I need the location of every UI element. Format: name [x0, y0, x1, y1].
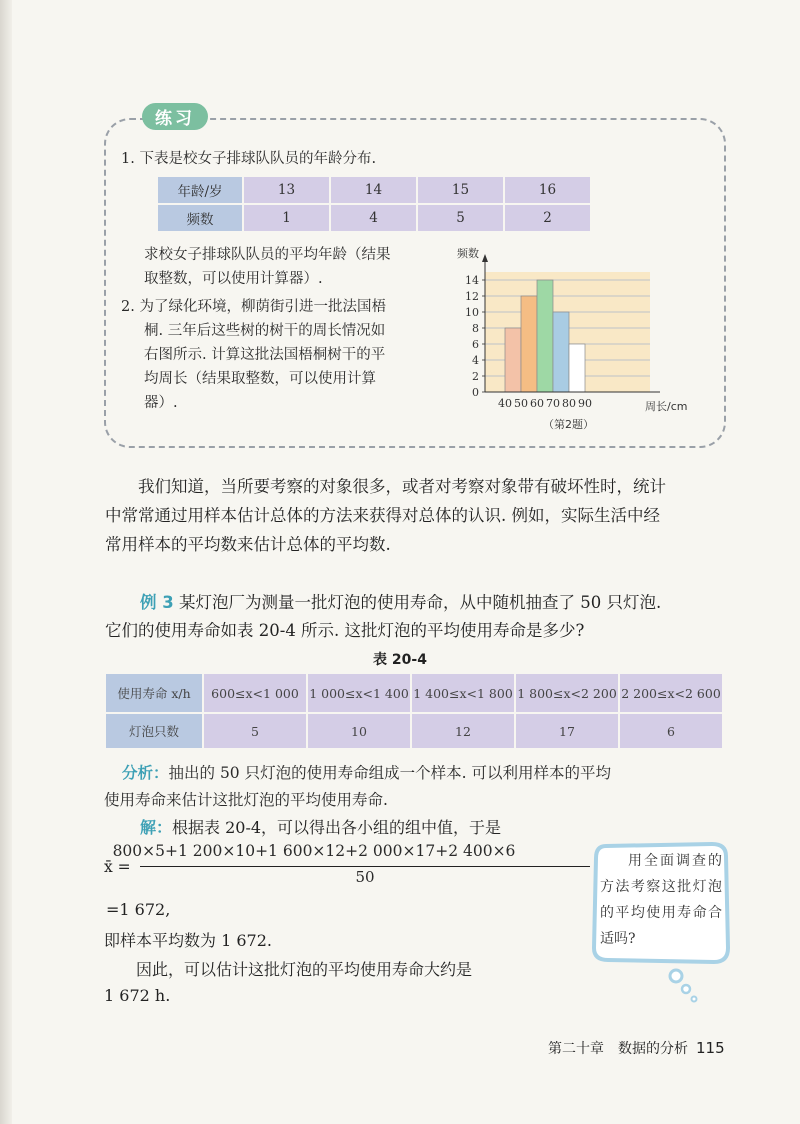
thought-bubble-text: 用全面调查的方法考察这批灯泡的平均使用寿命合适吗? [600, 853, 722, 947]
chart-ylabel: 频数 [457, 247, 479, 260]
chart-caption: （第2题） [543, 418, 594, 431]
table-cell: 14 [331, 177, 416, 203]
chart-x-tick-label: 70 [546, 397, 560, 410]
page-number: 115 [696, 1039, 725, 1057]
table-cell: 2 [505, 205, 590, 231]
chart-x-tick-label: 50 [514, 397, 528, 410]
page-footer [548, 1038, 725, 1058]
table-cell: 6 [620, 714, 722, 748]
table-cell: 1 400≤x<1 800 [412, 674, 514, 712]
question-1-task-line: 取整数，可以使用计算器）. [144, 271, 323, 287]
question-1-text: 1. 下表是校女子排球队队员的年龄分布. [121, 151, 377, 167]
table-cell: 12 [412, 714, 514, 748]
table-cell: 15 [418, 177, 503, 203]
chart-y-tick-label: 0 [472, 386, 479, 399]
question-2-line: 右图所示. 计算这批法国梧桐树干的平 [144, 347, 386, 363]
table-title: 表 20-4 [373, 652, 427, 668]
solution-line [140, 815, 501, 838]
example-label: 例 3 [140, 593, 174, 612]
table-row [106, 674, 722, 712]
chart-bar [553, 312, 569, 392]
table-cell: 10 [308, 714, 410, 748]
table-row [158, 177, 590, 203]
chart-x-tick-label: 40 [498, 397, 512, 410]
page-binding-shadow [0, 0, 12, 1124]
example-text: 某灯泡厂为测量一批灯泡的使用寿命，从中随机抽查了 50 只灯泡. [178, 593, 662, 612]
chart-x-tick-label: 90 [578, 397, 592, 410]
body-paragraph-line: 我们知道，当所要考察的对象很多，或者对考察对象带有破坏性时，统计 [138, 477, 666, 496]
table-row [158, 205, 590, 231]
fraction-bar [140, 866, 590, 867]
chart-y-tick-label: 12 [465, 290, 479, 303]
table-header-count: 灯泡只数 [106, 714, 202, 748]
question-2-line: 器）. [144, 395, 178, 411]
chart-y-tick-label: 4 [472, 354, 479, 367]
fraction-numerator: 800×5+1 200×10+1 600×12+2 000×17+2 400×6 [112, 842, 516, 860]
chart-y-tick-label: 10 [465, 306, 479, 319]
practice-tag: 练习 [142, 103, 208, 130]
analysis-block [104, 760, 734, 814]
analysis-label: 分析： [122, 764, 169, 782]
chapter-title: 第二十章 数据的分析 [548, 1041, 688, 1057]
analysis-text: 抽出的 50 只灯泡的使用寿命组成一个样本. 可以利用样本的平均 [168, 764, 611, 782]
table-cell: 17 [516, 714, 618, 748]
chart-xlabel: 周长/cm [645, 400, 688, 413]
table-header-lifetime: 使用寿命 x/h [106, 674, 202, 712]
age-table [156, 175, 592, 233]
table-cell: 5 [418, 205, 503, 231]
chart-y-tick-label: 14 [465, 274, 479, 287]
xbar-symbol: x̄ = [104, 858, 131, 876]
result-line: =1 672, [106, 900, 171, 919]
table-cell: 600≤x<1 000 [204, 674, 306, 712]
question-1-task-line: 求校女子排球队队员的平均年龄（结果 [144, 247, 391, 263]
table-cell: 2 200≤x<2 600 [620, 674, 722, 712]
table-cell: 16 [505, 177, 590, 203]
solution-text: 根据表 20-4，可以得出各小组的组中值，于是 [172, 818, 502, 837]
fraction-denominator: 50 [355, 868, 375, 886]
conclusion-line: 1 672 h. [104, 986, 171, 1005]
body-paragraph-line: 常用样本的平均数来估计总体的平均数. [105, 535, 391, 554]
chart-bar [537, 280, 553, 392]
table-header-frequency: 频数 [158, 205, 242, 231]
mean-line: 即样本平均数为 1 672. [104, 931, 272, 950]
chart-bar [521, 296, 537, 392]
body-paragraph-line: 中常常通过用样本估计总体的方法来获得对总体的认识. 例如，实际生活中经 [105, 506, 660, 525]
table-cell: 13 [244, 177, 329, 203]
table-cell: 5 [204, 714, 306, 748]
question-2-line: 2. 为了绿化环境，柳荫街引进一批法国梧 [121, 299, 386, 315]
table-cell: 1 800≤x<2 200 [516, 674, 618, 712]
bulb-lifetime-table [104, 672, 724, 750]
table-header-age: 年龄/岁 [158, 177, 242, 203]
chart-x-tick-label: 80 [562, 397, 576, 410]
chart-y-tick-label: 8 [472, 322, 479, 335]
table-row [106, 714, 722, 748]
question-2-line: 均周长（结果取整数，可以使用计算 [144, 371, 376, 387]
chart-x-tick-label: 60 [530, 397, 544, 410]
chart-bar [505, 328, 521, 392]
table-cell: 4 [331, 205, 416, 231]
analysis-text: 使用寿命来估计这批灯泡的平均使用寿命. [104, 791, 388, 809]
conclusion-line: 因此，可以估计这批灯泡的平均使用寿命大约是 [136, 960, 473, 979]
table-cell: 1 [244, 205, 329, 231]
table-cell: 1 000≤x<1 400 [308, 674, 410, 712]
chart-x-ticks [498, 397, 592, 410]
example-line: 它们的使用寿命如表 20-4 所示. 这批灯泡的平均使用寿命是多少? [105, 621, 585, 640]
question-2-line: 桐. 三年后这些树的树干的周长情况如 [144, 323, 386, 339]
chart-bar [569, 344, 585, 392]
histogram-chart [455, 240, 715, 440]
chart-y-tick-label: 6 [472, 338, 479, 351]
chart-y-tick-label: 2 [472, 370, 479, 383]
solution-label: 解： [140, 818, 173, 837]
chart-y-ticks [465, 274, 485, 399]
example-line [140, 588, 740, 617]
